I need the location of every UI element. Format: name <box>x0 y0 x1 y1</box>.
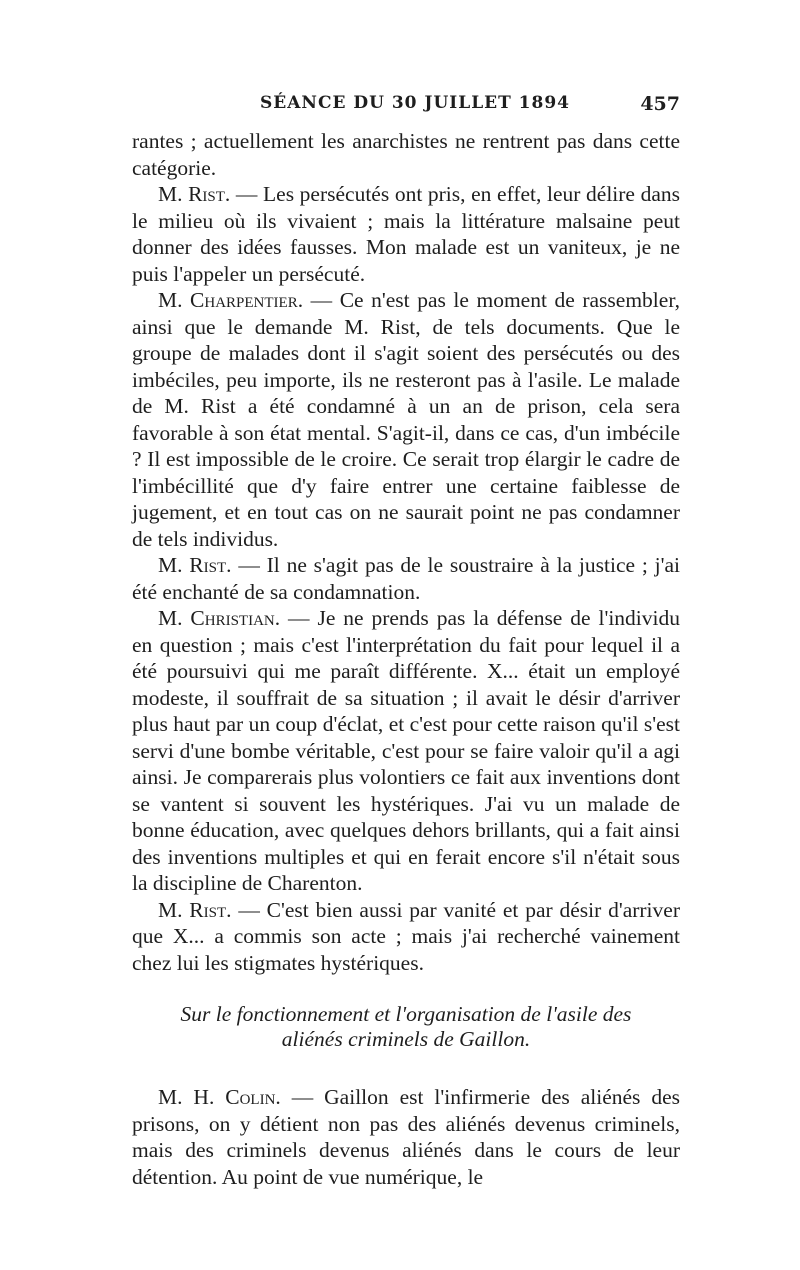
paragraph <box>132 128 680 181</box>
paragraph-text: — C'est bien aussi par vanité et par désir d'arriver que X... a commis son acte ; mais j'ai recherché vainement chez lui les stigmates hystériques. <box>132 897 680 975</box>
paragraph <box>132 552 680 605</box>
paragraph <box>132 287 680 552</box>
section-title-line: Sur le fonctionnement et l'organisation de l'asile des <box>180 1002 632 1026</box>
speaker-name: M. Charpentier. <box>158 288 304 312</box>
paragraph-text: — Il ne s'agit pas de le soustraire à la justice ; j'ai été enchanté de sa condamnation. <box>132 553 680 604</box>
paragraph <box>132 1084 680 1190</box>
section-title <box>132 1002 680 1052</box>
paragraph-text: — Gaillon est l'infirmerie des aliénés des prisons, on y détient non pas des aliénés devenus criminels, mais des criminels devenus aliénés dans le cours de leur détention. Au point de vue numérique, le <box>132 1085 680 1189</box>
paragraph-text: rantes ; actuellement les anarchistes ne rentrent pas dans cette catégorie. <box>132 129 680 180</box>
paragraph-text: — Ce n'est pas le moment de rassembler, ainsi que le demande M. Rist, de tels documents. Que le groupe de malades dont il s'agit soient des persécutés ou des imbéciles, peu importe, ils ne resteront pas à l'asile. Le malade de M. Rist a été condamné à un an de prison, cela sera favorable à son état mental. S'agit-il, dans ce cas, d'un imbécile ? Il est impossible de le croire. Ce serait trop élargir le cadre de l'imbécillité que d'y faire entrer une certaine faiblesse de jugement, et en tout cas on ne saurait point ne pas condamner de tels individus. <box>132 288 680 551</box>
section-title-line: aliénés criminels de Gaillon. <box>281 1027 531 1051</box>
speaker-name: M. Rist. <box>158 553 232 577</box>
running-head: SÉANCE DU 30 JUILLET 1894 <box>260 93 570 113</box>
page-header <box>132 93 680 119</box>
speaker-name: M. Rist. <box>158 897 232 922</box>
paragraph <box>132 605 680 897</box>
paragraph <box>132 897 680 977</box>
paragraph-text: — Les persécutés ont pris, en effet, leur délire dans le milieu où ils vivaient ; mais la littérature malsaine peut donner des idées fausses. Mon malade est un vaniteux, je ne puis l'appeler un persécuté. <box>132 182 680 286</box>
speaker-name: M. H. Colin. <box>158 1085 281 1109</box>
paragraph <box>132 181 680 287</box>
paragraph-text: — Je ne prends pas la défense de l'individu en question ; mais c'est l'interprétation du fait pour lequel il a été poursuivi qui me paraît différente. X... était un employé modeste, il souffrait de sa situation ; il avait le désir d'arriver plus haut par un coup d'éclat, et c'est pour cette raison qu'il s'est servi d'une bombe véritable, c'est pour se faire valoir qu'il a agi ainsi. Je comparerais plus volontiers ce fait aux inventions dont se vantent si souvent les hystériques. J'ai vu un malade de bonne éducation, avec quelques dehors brillants, qui a fait ainsi des inventions multiples et qui en ferait encore s'il n'était sous la discipline de Charenton. <box>132 606 680 895</box>
speaker-name: M. Rist. <box>158 182 231 206</box>
page-number: 457 <box>640 93 680 115</box>
body-text <box>132 128 680 1190</box>
speaker-name: M. Christian. <box>158 606 281 630</box>
